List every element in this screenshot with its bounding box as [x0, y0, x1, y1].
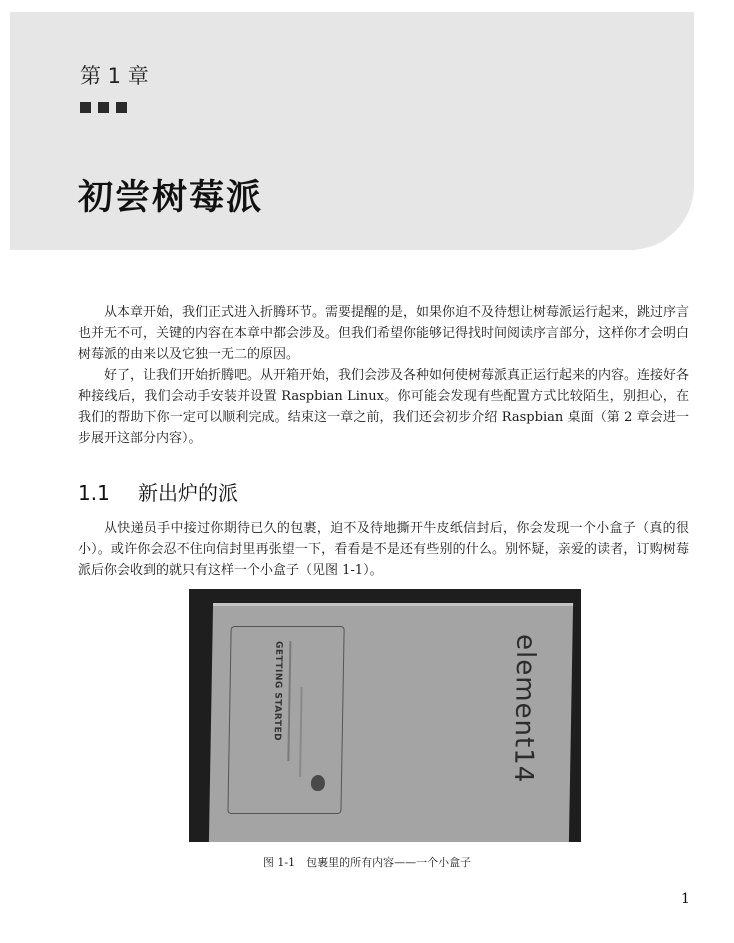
- chapter-label: 第 1 章: [80, 64, 149, 88]
- section-number: 1.1: [78, 481, 110, 505]
- setup-paragraph: 好了，让我们开始折腾吧。从开箱开始，我们会涉及各种如何使树莓派真正运行起来的内容。连接好各种接线后，我们会动手安装并设置 Raspbian Linux。你可能会发现有些配置方式比较陌生，别担心，在我们的帮助下你一定可以顺利完成。结束这一章之前，我们还会初步介绍 Raspbian 桌面（第 2 章会进一步展开这部分内容）。: [78, 368, 690, 446]
- decoration-square: [98, 102, 109, 113]
- figure-photo: [189, 589, 581, 842]
- decoration-square: [80, 102, 91, 113]
- page-number: 1: [681, 891, 690, 907]
- card-text-line: [299, 687, 303, 777]
- decoration-square: [116, 102, 127, 113]
- section-title: 新出炉的派: [138, 481, 238, 505]
- unboxing-paragraph: 从快递员手中接过你期待已久的包裹，迫不及待地撕开牛皮纸信封后，你会发现一个小盒子（真的很小）。或许你会忍不住向信封里再张望一下，看看是不是还有些别的什么。别怀疑，亲爱的读者，订购树莓派后你会收到的就只有这样一个小盒子（见图 1-1）。: [78, 521, 689, 578]
- section-heading: [78, 477, 238, 506]
- figure-caption: 图 1-1 包裹里的所有内容——一个小盒子: [262, 856, 472, 869]
- raspberry-logo-icon: [311, 775, 325, 791]
- raspberry-pi-box: [209, 603, 573, 842]
- card-text-line: [287, 641, 291, 761]
- box-brand-text: element14: [507, 634, 541, 784]
- intro-paragraph: 从本章开始，我们正式进入折腾环节。需要提醒的是，如果你迫不及待想让树莓派运行起来，跳过序言也并无不可，关键的内容在本章中都会涉及。但我们希望你能够记得找时间阅读序言部分，这样你才会明白树莓派的由来以及它独一无二的原因。: [78, 305, 690, 362]
- getting-started-card: [227, 626, 344, 814]
- chapter-title: 初尝树莓派: [78, 178, 264, 218]
- card-title: GETTING STARTED: [271, 641, 284, 742]
- chapter-decoration-squares: [80, 102, 127, 113]
